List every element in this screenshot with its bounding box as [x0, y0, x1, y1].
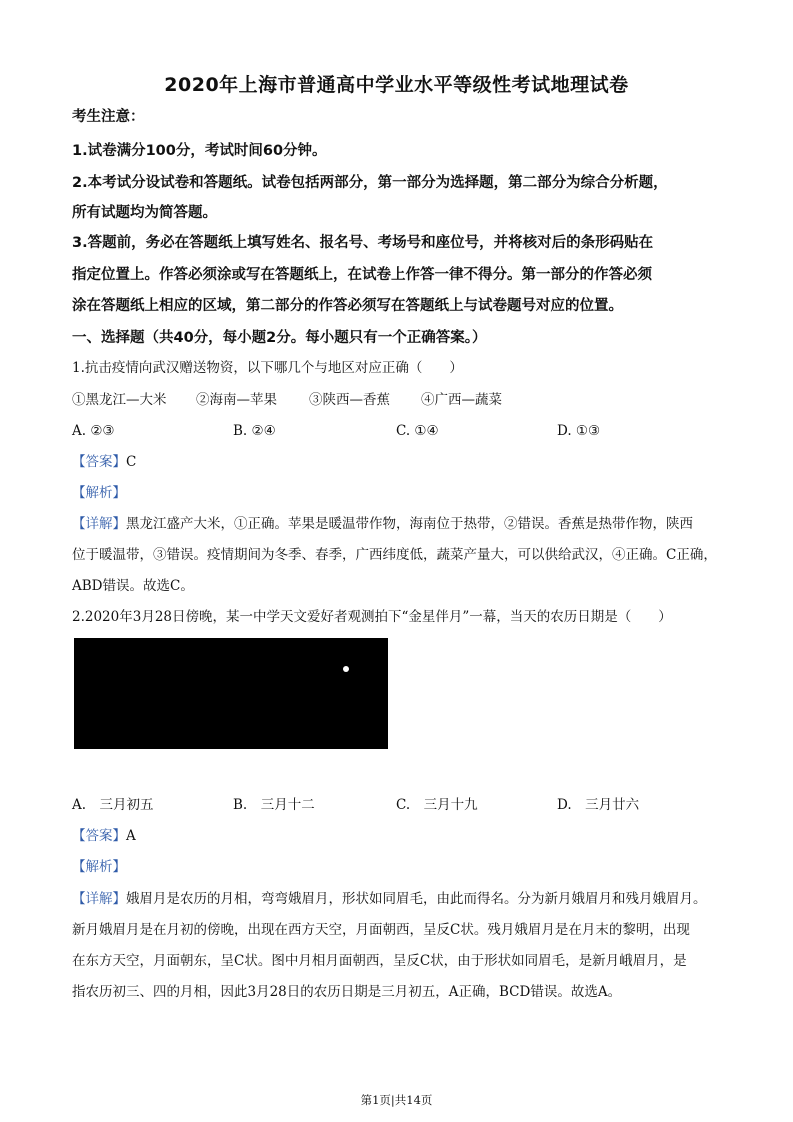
question-2-option-d: D. 三月廿六 [557, 797, 640, 813]
notice-item-1: 1.试卷满分100分，考试时间60分钟。 [72, 143, 327, 159]
notice-heading: 考生注意： [72, 109, 145, 125]
detail-text: 黑龙江盛产大米，①正确。苹果是暖温带作物，海南位于热带，②错误。香蕉是热带作物，陕西 [126, 516, 693, 532]
notice-item-2-line-1: 2.本考试分设试卷和答题纸。试卷包括两部分，第一部分为选择题，第二部分为综合分析题， [72, 175, 668, 191]
answer-value: A [126, 828, 136, 844]
question-1-option-c: C. ①④ [396, 423, 439, 439]
question-2-option-a: A. 三月初五 [72, 797, 154, 813]
question-1-detail-line-3: ABD错误。故选C。 [72, 578, 194, 594]
question-1-answer [72, 452, 732, 472]
section-1-heading: 一、选择题（共40分，每小题2分。每小题只有一个正确答案。） [72, 330, 487, 346]
notice-item-2-line-2: 所有试题均为简答题。 [72, 205, 217, 221]
question-2-option-c: C. 三月十九 [396, 797, 478, 813]
question-1-item-2: ②海南—苹果 [196, 392, 277, 408]
notice-item-3-line-1: 3.答题前，务必在答题纸上填写姓名、报名号、考场号和座位号，并将核对后的条形码贴在 [72, 235, 654, 251]
question-1-item-4: ④广西—蔬菜 [421, 392, 502, 408]
detail-tag: 【详解】 [72, 891, 126, 907]
question-1-item-3: ③陕西—香蕉 [309, 392, 390, 408]
question-1-option-d: D. ①③ [557, 423, 601, 439]
venus-moon-photo [74, 638, 388, 749]
answer-value: C [126, 454, 137, 470]
exam-title: 2020年上海市普通高中学业水平等级性考试地理试卷 [164, 74, 629, 96]
question-2-detail-line-4: 指农历初三、四的月相，因此3月28日的农历日期是三月初五，A正确，BCD错误。故选A。 [72, 984, 622, 1000]
question-1-detail-line-2: 位于暖温带，③错误。疫情期间为冬季、春季，广西纬度低，蔬菜产量大，可以供给武汉，④正确。C正确， [72, 547, 717, 563]
question-1-option-b: B. ②④ [233, 423, 276, 439]
detail-tag: 【详解】 [72, 516, 126, 532]
notice-item-3-line-3: 涂在答题纸上相应的区域，第二部分的作答必须写在答题纸上与试卷题号对应的位置。 [72, 298, 623, 314]
venus-dot-icon [343, 666, 349, 672]
answer-tag: 【答案】 [72, 454, 126, 470]
page-number: 第1页|共14页 [360, 1093, 433, 1107]
notice-item-3-line-2: 指定位置上。作答必须涂或写在答题纸上，在试卷上作答一律不得分。第一部分的作答必须 [72, 267, 652, 283]
answer-tag: 【答案】 [72, 828, 126, 844]
question-2-stem: 2.2020年3月28日傍晚，某一中学天文爱好者观测拍下“金星伴月”一幕，当天的农历日期是（ ） [72, 609, 672, 625]
question-1-item-1: ①黑龙江—大米 [72, 392, 167, 408]
question-2-option-b: B. 三月十二 [233, 797, 315, 813]
question-1-analysis-tag: 【解析】 [72, 485, 126, 501]
question-2-detail-line-3: 在东方天空，月面朝东，呈C状。图中月相月面朝西，呈反C状，由于形状如同眉毛，是新月峨眉月，是 [72, 953, 687, 969]
question-1-option-a: A. ②③ [72, 423, 115, 439]
question-2-answer [72, 826, 732, 846]
question-2-detail-line-2: 新月娥眉月是在月初的傍晚，出现在西方天空，月面朝西，呈反C状。残月娥眉月是在月末的黎明，出现 [72, 922, 690, 938]
crescent-moon-venus-image [74, 638, 388, 749]
question-1-stem: 1.抗击疫情向武汉赠送物资，以下哪几个与地区对应正确（ ） [72, 360, 463, 376]
question-2-analysis-tag: 【解析】 [72, 859, 126, 875]
detail-text: 娥眉月是农历的月相，弯弯娥眉月，形状如同眉毛，由此而得名。分为新月娥眉月和残月娥眉月。 [126, 891, 707, 907]
question-1-detail-line-1 [72, 514, 732, 534]
question-2-detail-line-1 [72, 889, 732, 909]
